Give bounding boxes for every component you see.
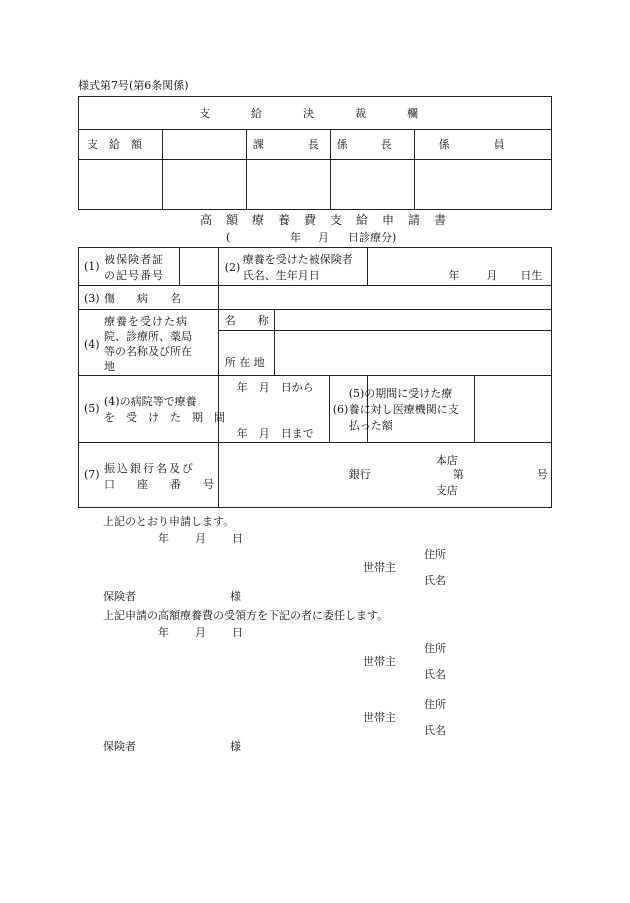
birth-date-cell[interactable]: 年 月 日生 — [368, 248, 552, 286]
bank-label: (7) 振込銀行名及び 口 座 番 号 — [79, 443, 219, 508]
injury-label: (3) 傷 病 名 — [79, 286, 219, 310]
subtitle-rest: 日診療分) — [348, 231, 397, 244]
sign-cell-3[interactable] — [246, 160, 330, 210]
hospital-label: (4) 療養を受けた病 院、診療所、薬局 等の名称及び所在 地 — [79, 310, 219, 376]
delegate-address-label: 住所 — [424, 698, 446, 711]
decision-title-cell — [79, 97, 552, 130]
insurer-label-2: 保険者 — [103, 740, 136, 753]
date1-month: 月 — [195, 532, 206, 545]
applicant-address-label: 住所 — [424, 548, 446, 561]
delegator-address-label: 住所 — [424, 642, 446, 655]
applicant-name-label: 氏名 — [424, 574, 446, 587]
insurer-sama-2: 様 — [230, 740, 241, 753]
decision-table — [78, 96, 552, 210]
applicant-household-label: 世帯主 — [363, 561, 396, 574]
date1-year: 年 — [158, 532, 169, 545]
insurer-sama-1: 様 — [230, 590, 241, 603]
subtitle-month: 月 — [318, 231, 329, 244]
amount-cell[interactable] — [162, 130, 246, 160]
form-title: 高 額 療 養 費 支 給 申 請 書 — [200, 213, 448, 227]
hospital-name-cell[interactable] — [274, 310, 551, 331]
payment-amount-cell[interactable] — [368, 376, 552, 443]
apply-text: 上記のとおり申請します。 — [103, 515, 235, 528]
delegator-household-label: 世帯主 — [363, 655, 396, 668]
bank-cell[interactable]: 銀行 本店 支店 第 号 — [218, 443, 551, 508]
subtitle-year: 年 — [290, 231, 301, 244]
sign-cell-1[interactable] — [79, 160, 163, 210]
delegate-text: 上記申請の高額療養費の受領方を下記の者に委任します。 — [103, 609, 389, 622]
decision-title: 支 給 決 裁 欄 — [199, 107, 420, 120]
period-cell[interactable]: 年 月 日から 年 月 日まで (6) (5)の期間に受けた療 養に対し医療機関に支 払った額 — [218, 376, 368, 443]
hospital-address-cell[interactable] — [274, 331, 551, 376]
delegate-name-label: 氏名 — [424, 724, 446, 737]
date2-year: 年 — [158, 626, 169, 639]
delegate-household-label: 世帯主 — [363, 711, 396, 724]
sign-cell-5[interactable] — [414, 160, 551, 210]
insurer-label-1: 保険者 — [103, 590, 136, 603]
staff-header: 係 員 — [414, 130, 551, 160]
subtitle-open: ( — [226, 231, 231, 244]
hospital-address-label: 所 在 地 — [218, 331, 274, 376]
hospital-name-label: 名 称 — [218, 310, 274, 331]
application-table — [78, 247, 552, 508]
date2-day: 日 — [232, 626, 243, 639]
period-label: (5) (4)の病院等で療養 を 受 け た 期 間 — [79, 376, 219, 443]
subchief-header: 係 長 — [330, 130, 414, 160]
delegator-name-label: 氏名 — [424, 668, 446, 681]
sign-cell-4[interactable] — [330, 160, 414, 210]
insured-card-label: (1) 被保険者証 の記号番号 — [79, 248, 219, 286]
form-number: 様式第7号(第6条関係) — [78, 79, 189, 92]
amount-header: 支 給 額 — [79, 130, 163, 160]
injury-cell[interactable] — [218, 286, 551, 310]
patient-label: (2) 療養を受けた被保険者 氏名、生年月日 — [218, 248, 368, 286]
date1-day: 日 — [232, 532, 243, 545]
chief-header: 課 長 — [246, 130, 330, 160]
sign-cell-2[interactable] — [162, 160, 246, 210]
date2-month: 月 — [195, 626, 206, 639]
